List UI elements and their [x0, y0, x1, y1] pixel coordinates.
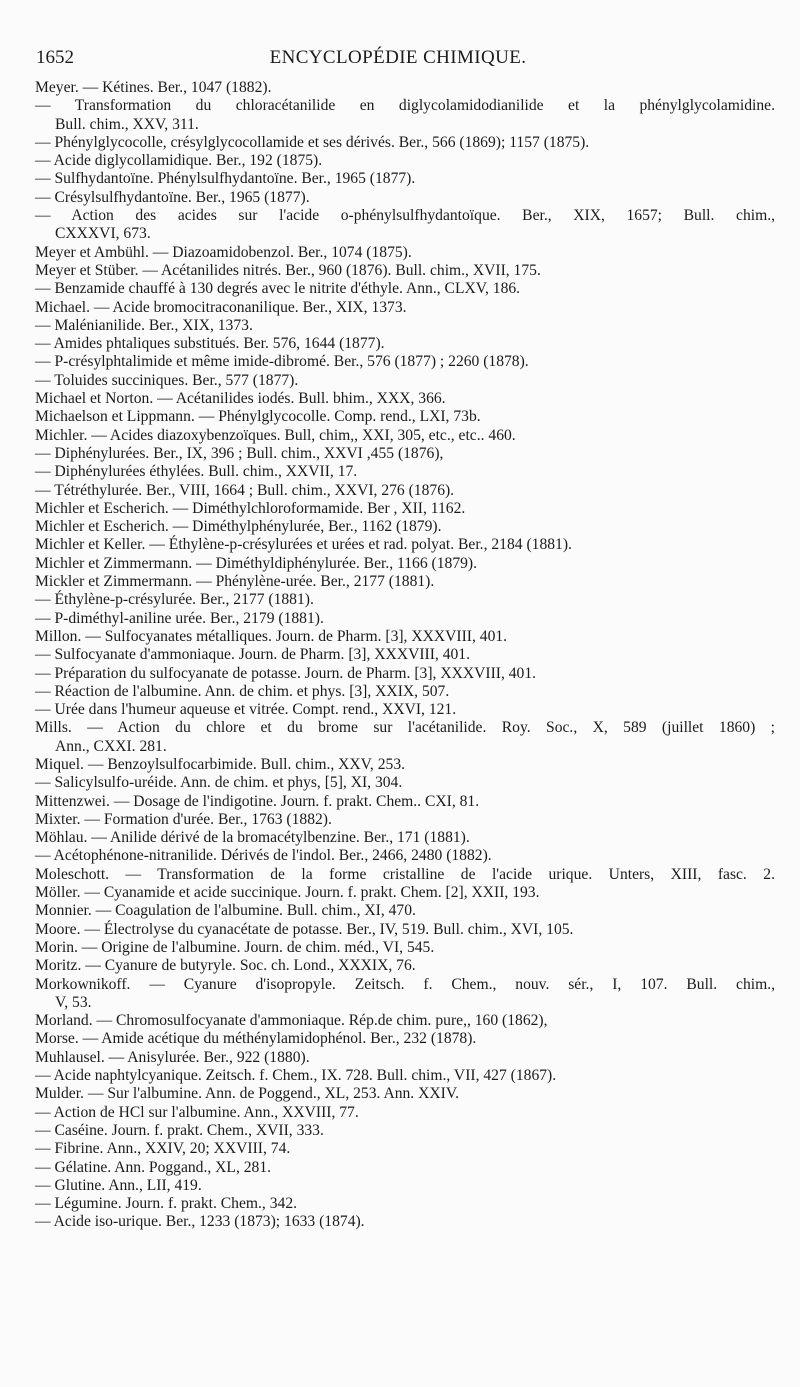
bibliography-entry: Michael et Norton. — Acétanilides iodés. Bull. bhim., XXX, 366. [35, 390, 446, 408]
bibliography-entry: — Caséine. Journ. f. prakt. Chem., XVII, 333. [35, 1121, 324, 1139]
bibliography-entry: Morland. — Chromosulfocyanate d'ammoniaque. Rép.de chim. pure,, 160 (1862), [35, 1012, 548, 1030]
running-title: ENCYCLOPÉDIE CHIMIQUE. [269, 47, 527, 68]
bibliography-entry: — Réaction de l'albumine. Ann. de chim. et phys. [3], XXIX, 507. [35, 682, 450, 700]
bibliography-list [35, 79, 775, 1232]
bibliography-entry: Miquel. — Benzoylsulfocarbimide. Bull. chim., XXV, 253. [35, 755, 406, 773]
bibliography-entry: Michler et Escherich. — Diméthylphénylurée, Ber., 1162 (1879). [35, 518, 442, 536]
bibliography-entry: Mittenzwei. — Dosage de l'indigotine. Journ. f. prakt. Chem.. CXI, 81. [35, 792, 480, 810]
bibliography-entry: Möller. — Cyanamide et acide succinique. Journ. f. prakt. Chem. [2], XXII, 193. [35, 884, 540, 902]
bibliography-entry: — Diphénylurées éthylées. Bull. chim., XXVII, 17. [35, 463, 358, 481]
bibliography-entry: Moleschott. — Transformation de la forme cristalline de l'acide urique. Unters, XIII, fasc. 2. [35, 865, 775, 883]
bibliography-entry: — Toluides succiniques. Ber., 577 (1877). [35, 371, 299, 389]
bibliography-entry: — Action de HCl sur l'albumine. Ann., XXVIII, 77. [35, 1103, 359, 1121]
bibliography-entry: — Transformation du chloracétanilide en diglycolamidodianilide et la phénylglycolamidine. [35, 97, 775, 115]
bibliography-entry: Mickler et Zimmermann. — Phénylène-urée. Ber., 2177 (1881). [35, 573, 435, 591]
bibliography-entry: Mulder. — Sur l'albumine. Ann. de Poggend., XL, 253. Ann. XXIV. [35, 1085, 459, 1103]
bibliography-entry: — Gélatine. Ann. Poggand., XL, 281. [35, 1158, 272, 1176]
bibliography-entry: Mills. — Action du chlore et du brome sur l'acétanilide. Roy. Soc., X, 589 (juillet 1860) ; [35, 719, 775, 737]
bibliography-entry: Michler. — Acides diazoxybenzoïques. Bull, chim,, XXI, 305, etc., etc.. 460. [35, 426, 516, 444]
bibliography-entry: Michler et Keller. — Éthylène-p-crésylurées et urées et rad. polyat. Ber., 2184 (1881). [35, 536, 572, 554]
bibliography-entry: — Acide diglycollamidique. Ber., 192 (1875). [35, 152, 323, 170]
bibliography-entry: Mixter. — Formation d'urée. Ber., 1763 (1882). [35, 810, 332, 828]
bibliography-entry: Moritz. — Cyanure de butyryle. Soc. ch. Lond., XXXIX, 76. [35, 957, 416, 975]
bibliography-entry: Michler et Zimmermann. — Diméthyldiphénylurée. Ber., 1166 (1879). [35, 554, 478, 572]
bibliography-entry: — Sulfocyanate d'ammoniaque. Journ. de Pharm. [3], XXXVIII, 401. [35, 646, 471, 664]
entry-continuation-line: CXXXVI, 673. [55, 225, 151, 243]
bibliography-entry: — Salicylsulfo-uréide. Ann. de chim. et phys, [5], XI, 304. [35, 774, 403, 792]
bibliography-entry: Muhlausel. — Anisylurée. Ber., 922 (1880). [35, 1048, 310, 1066]
bibliography-entry: — Malénianilide. Ber., XIX, 1373. [35, 316, 253, 334]
entry-continuation-line: V, 53. [55, 993, 92, 1011]
bibliography-entry: — Benzamide chauffé à 130 degrés avec le nitrite d'éthyle. Ann., CLXV, 186. [35, 280, 521, 298]
bibliography-entry: — Acide naphtylcyanique. Zeitsch. f. Chem., IX. 728. Bull. chim., VII, 427 (1867). [35, 1067, 557, 1085]
bibliography-entry: — Crésylsulfhydantoïne. Ber., 1965 (1877). [35, 188, 310, 206]
bibliography-entry: — Acétophénone-nitranilide. Dérivés de l'indol. Ber., 2466, 2480 (1882). [35, 847, 492, 865]
bibliography-entry: — Glutine. Ann., LII, 419. [35, 1176, 202, 1194]
bibliography-entry: Millon. — Sulfocyanates métalliques. Journ. de Pharm. [3], XXXVIII, 401. [35, 627, 508, 645]
bibliography-entry: Meyer. — Kétines. Ber., 1047 (1882). [35, 79, 272, 96]
bibliography-entry: Michler et Escherich. — Diméthylchloroformamide. Ber , XII, 1162. [35, 499, 466, 517]
bibliography-entry: Michael. — Acide bromocitraconanilique. Ber., XIX, 1373. [35, 298, 407, 316]
bibliography-entry: — Tétréthylurée. Ber., VIII, 1664 ; Bull. chim., XXVI, 276 (1876). [35, 481, 455, 499]
bibliography-entry: — Diphénylurées. Ber., IX, 396 ; Bull. chim., XXVI ,455 (1876), [35, 444, 444, 462]
entry-continuation-line: Ann., CXXI. 281. [55, 737, 167, 755]
bibliography-entry: — Urée dans l'humeur aqueuse et vitrée. Compt. rend., XXVI, 121. [35, 701, 457, 719]
bibliography-entry: Morkownikoff. — Cyanure d'isopropyle. Zeitsch. f. Chem., nouv. sér., I, 107. Bull. chim., [35, 975, 775, 993]
page-header [36, 47, 760, 73]
bibliography-entry: Möhlau. — Anilide dérivé de la bromacétylbenzine. Ber., 171 (1881). [35, 829, 470, 847]
bibliography-entry: Meyer et Stüber. — Acétanilides nitrés. Ber., 960 (1876). Bull. chim., XVII, 175. [35, 261, 541, 279]
bibliography-entry: — Fibrine. Ann., XXIV, 20; XXVIII, 74. [35, 1140, 291, 1158]
bibliography-entry: — P-crésylphtalimide et même imide-dibromé. Ber., 576 (1877) ; 2260 (1878). [35, 353, 529, 371]
bibliography-entry: Morse. — Amide acétique du méthénylamidophénol. Ber., 232 (1878). [35, 1030, 477, 1048]
bibliography-entry: — Action des acides sur l'acide o-phénylsulfhydantoïque. Ber., XIX, 1657; Bull. chim., [35, 207, 775, 225]
entry-continuation-line: Bull. chim., XXV, 311. [55, 115, 199, 133]
bibliography-entry: — Acide iso-urique. Ber., 1233 (1873); 1633 (1874). [35, 1213, 365, 1231]
bibliography-entry: — Éthylène-p-crésylurée. Ber., 2177 (1881). [35, 591, 314, 609]
bibliography-entry: — Phénylglycocolle, crésylglycocollamide et ses dérivés. Ber., 566 (1869); 1157 (1875). [35, 133, 590, 151]
bibliography-entry: — P-diméthyl-aniline urée. Ber., 2179 (1881). [35, 609, 324, 627]
bibliography-entry: — Amides phtaliques substitués. Ber. 576, 1644 (1877). [35, 335, 385, 353]
bibliography-entry: Moore. — Électrolyse du cyanacétate de potasse. Ber., IV, 519. Bull. chim., XVI, 105. [35, 920, 574, 938]
page-number: 1652 [36, 47, 74, 68]
bibliography-entry: Meyer et Ambühl. — Diazoamidobenzol. Ber., 1074 (1875). [35, 243, 412, 261]
bibliography-entry: — Préparation du sulfocyanate de potasse. Journ. de Pharm. [3], XXXVIII, 401. [35, 664, 537, 682]
bibliography-entry: Michaelson et Lippmann. — Phénylglycocolle. Comp. rend., LXI, 73b. [35, 408, 481, 426]
bibliography-entry: Morin. — Origine de l'albumine. Journ. de chim. méd., VI, 545. [35, 938, 435, 956]
bibliography-entry: Monnier. — Coagulation de l'albumine. Bull. chim., XI, 470. [35, 902, 416, 920]
bibliography-entry: — Sulfhydantoïne. Phénylsulfhydantoïne. Ber., 1965 (1877). [35, 170, 416, 188]
bibliography-entry: — Légumine. Journ. f. prakt. Chem., 342. [35, 1195, 298, 1213]
